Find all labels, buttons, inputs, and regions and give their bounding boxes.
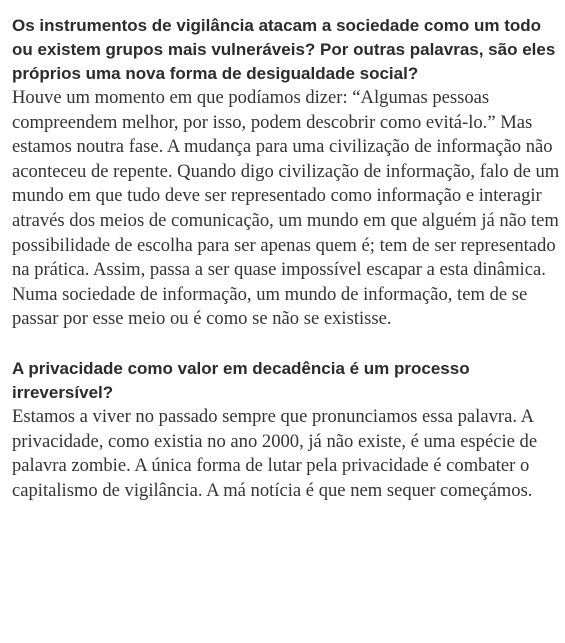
question-heading: Os instrumentos de vigilância atacam a sociedade como um todo ou existem grupos mais vulneráveis? Por outras palavras, são eles próprios uma nova forma de desigualdade social?	[12, 16, 556, 83]
question-heading: A privacidade como valor em decadência é um processo irreversível?	[12, 358, 470, 402]
answer-paragraph: Estamos a viver no passado sempre que pronunciamos essa palavra. A privacidade, como existia no ano 2000, já não existe, é uma espécie de palavra zombie. A única forma de lutar pela privacidade é combater o capitalismo de vigilância. A má notícia é que nem sequer começámos.	[12, 405, 538, 501]
answer-paragraph: Houve um momento em que podíamos dizer: “Algumas pessoas compreendem melhor, por isso, podem descobrir como evitá-lo.” Mas estamos noutra fase. A mudança para uma civilização de informação não aconteceu de repente. Quando digo civilização de informação, falo de um mundo em que tudo deve ser representado como informação e interagir através dos meios de comunicação, um mundo em que alguém já não tem possibilidade de escolha para ser apenas quem é; tem de ser representado na prática. Assim, passa a ser quase impossível escapar a esta dinâmica. Numa sociedade de informação, um mundo de informação, tem de se passar por esse meio ou é como se não se existisse.	[12, 87, 560, 330]
interview-article	[12, 14, 560, 503]
interview-section-privacy	[12, 357, 560, 503]
interview-section-surveillance	[12, 14, 560, 332]
